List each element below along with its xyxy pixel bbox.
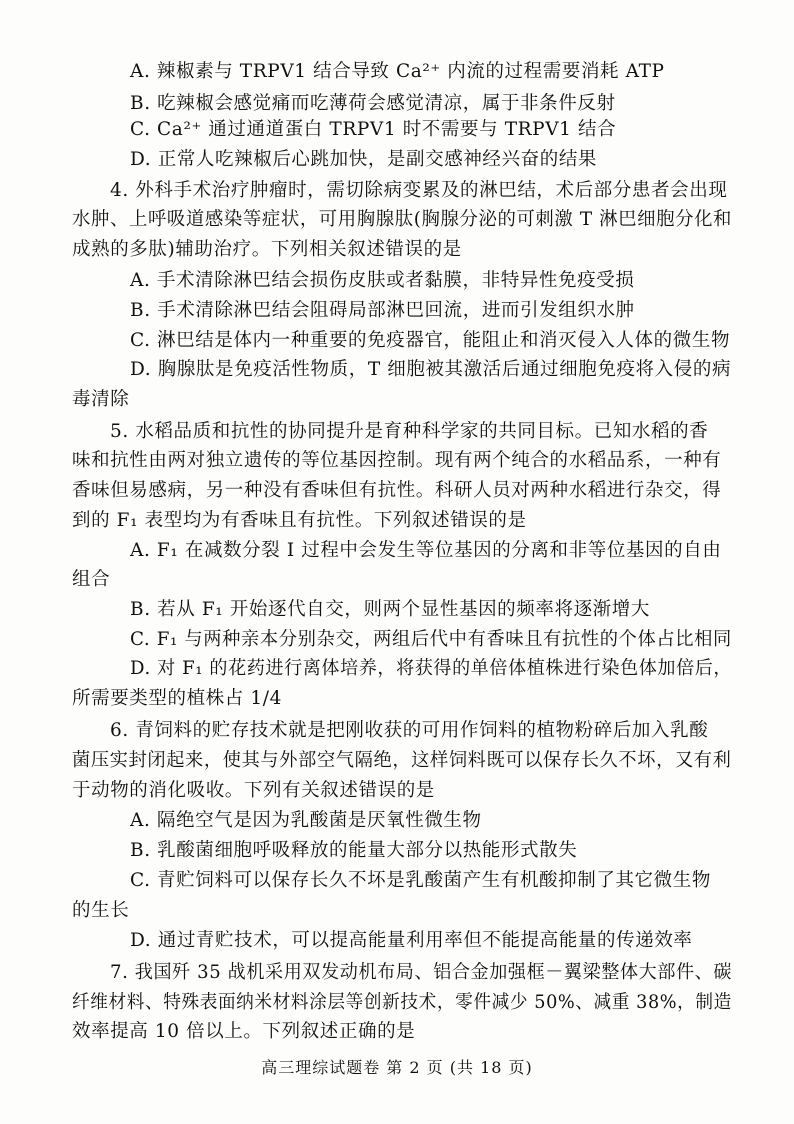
q6-stem-line-3: 于动物的消化吸收。下列有关叙述错误的是 [72,780,435,801]
q3-option-a: A. 辣椒素与 TRPV1 结合导致 Ca²⁺ 内流的过程需要消耗 ATP [130,61,665,82]
q5-option-c: C. F₁ 与两种亲本分别杂交，两组后代中有香味且有抗性的个体占比相同 [130,629,732,650]
q7-stem-line-2: 纤维材料、特殊表面纳米材料涂层等创新技术，零件减少 50%、减重 38%，制造 [72,992,732,1013]
q4-option-c: C. 淋巴结是体内一种重要的免疫器官，能阻止和消灭侵入人体的微生物 [130,330,731,351]
q5-stem-line-4: 到的 F₁ 表型均为有香味且有抗性。下列叙述错误的是 [72,510,527,531]
q6-option-a: A. 隔绝空气是因为乳酸菌是厌氧性微生物 [130,810,482,831]
q5-option-a-line-1: A. F₁ 在减数分裂 Ⅰ 过程中会发生等位基因的分离和非等位基因的自由 [130,540,722,561]
q6-option-c-line-1: C. 青贮饲料可以保存长久不坏是乳酸菌产生有机酸抑制了其它微生物 [130,870,711,891]
page-footer: 高三理综试题卷 第 2 页 (共 18 页) [261,1058,533,1077]
q3-option-d: D. 正常人吃辣椒后心跳加快，是副交感神经兴奋的结果 [130,149,598,170]
q4-stem-line-3: 成熟的多肽)辅助治疗。下列相关叙述错误的是 [72,239,462,260]
q7-stem-line-3: 效率提高 10 倍以上。下列叙述正确的是 [72,1021,416,1042]
q5-stem-line-1: 5. 水稻品质和抗性的协同提升是育种科学家的共同目标。已知水稻的香 [110,421,709,442]
q4-option-d-line-1: D. 胸腺肽是免疫活性物质，T 细胞被其激活后通过细胞免疫将入侵的病 [130,359,732,380]
q7-stem-line-1: 7. 我国歼 35 战机采用双发动机布局、铝合金加强框－翼梁整体大部件、碳 [110,962,733,983]
q6-stem-line-1: 6. 青饲料的贮存技术就是把刚收获的可用作饲料的植物粉碎后加入乳酸 [110,720,709,741]
q5-stem-line-3: 香味但易感病，另一种没有香味但有抗性。科研人员对两种水稻进行杂交，得 [72,480,722,501]
q3-option-b: B. 吃辣椒会感觉痛而吃薄荷会感觉清凉，属于非条件反射 [130,93,616,114]
q5-option-a-line-2: 组合 [72,569,111,590]
q4-stem-line-2: 水肿、上呼吸道感染等症状，可用胸腺肽(胸腺分泌的可刺激 T 淋巴细胞分化和 [72,209,733,230]
q5-stem-line-2: 味和抗性由两对独立遗传的等位基因控制。现有两个纯合的水稻品系，一种有 [72,450,722,471]
q6-option-c-line-2: 的生长 [72,900,130,921]
q4-option-b: B. 手术清除淋巴结会阻碍局部淋巴回流，进而引发组织水肿 [130,300,635,321]
q4-stem-line-1: 4. 外科手术治疗肿瘤时，需切除病变累及的淋巴结，术后部分患者会出现 [110,180,728,201]
q5-option-d-line-2: 所需要类型的植株占 1/4 [72,688,282,709]
q4-option-d-line-2: 毒清除 [72,389,130,410]
q5-option-d-line-1: D. 对 F₁ 的花药进行离体培养，将获得的单倍体植株进行染色体加倍后， [130,658,733,679]
q4-option-a: A. 手术清除淋巴结会损伤皮肤或者黏膜，非特异性免疫受损 [130,270,635,291]
q6-option-b: B. 乳酸菌细胞呼吸释放的能量大部分以热能形式散失 [130,840,578,861]
q3-option-c: C. Ca²⁺ 通过通道蛋白 TRPV1 时不需要与 TRPV1 结合 [130,119,617,140]
q6-stem-line-2: 菌压实封闭起来，使其与外部空气隔绝，这样饲料既可以保存长久不坏，又有利 [72,750,732,771]
q5-option-b: B. 若从 F₁ 开始逐代自交，则两个显性基因的频率将逐渐增大 [130,599,650,620]
q6-option-d: D. 通过青贮技术，可以提高能量利用率但不能提高能量的传递效率 [130,930,693,951]
